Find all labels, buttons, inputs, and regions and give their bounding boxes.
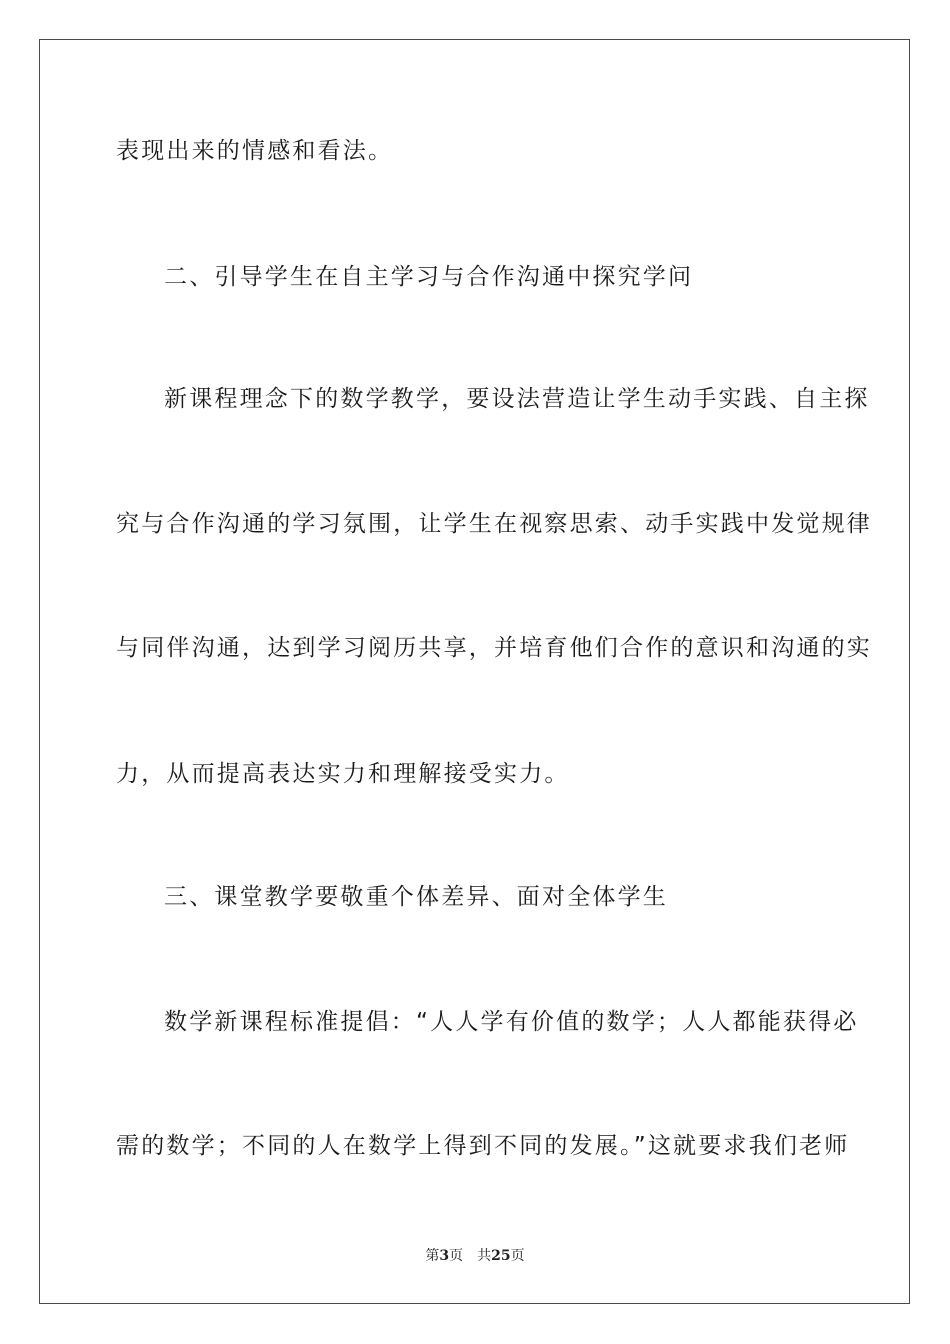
paragraph-line-5: 与同伴沟通，达到学习阅历共享，并培育他们合作的意识和沟通的实 [116, 635, 872, 661]
paragraph-line-1: 表现出来的情感和看法。 [116, 138, 394, 164]
total-prefix: 共 [477, 1248, 492, 1264]
section-heading-3: 三、课堂教学要敬重个体差异、面对全体学生 [164, 884, 668, 910]
page-footer [0, 1246, 950, 1266]
paragraph-line-4: 究与合作沟通的学习氛围，让学生在视察思索、动手实践中发觉规律 [116, 511, 872, 537]
page-suffix: 页 [449, 1248, 464, 1264]
paragraph-line-9: 需的数学；不同的人在数学上得到不同的发展。”这就要求我们老师 [116, 1133, 850, 1159]
paragraph-line-6: 力，从而提高表达实力和理解接受实力。 [116, 761, 570, 787]
page-border [39, 39, 910, 1304]
page-number: 3 [439, 1248, 450, 1264]
total-suffix: 页 [510, 1248, 525, 1264]
page-prefix: 第 [425, 1248, 440, 1264]
section-heading-2: 二、引导学生在自主学习与合作沟通中探究学问 [164, 264, 694, 290]
paragraph-line-3: 新课程理念下的数学教学，要设法营造让学生动手实践、自主探 [164, 386, 870, 412]
paragraph-line-8: 数学新课程标准提倡：“人人学有价值的数学；人人都能获得必 [164, 1009, 859, 1035]
total-pages: 25 [491, 1248, 511, 1264]
